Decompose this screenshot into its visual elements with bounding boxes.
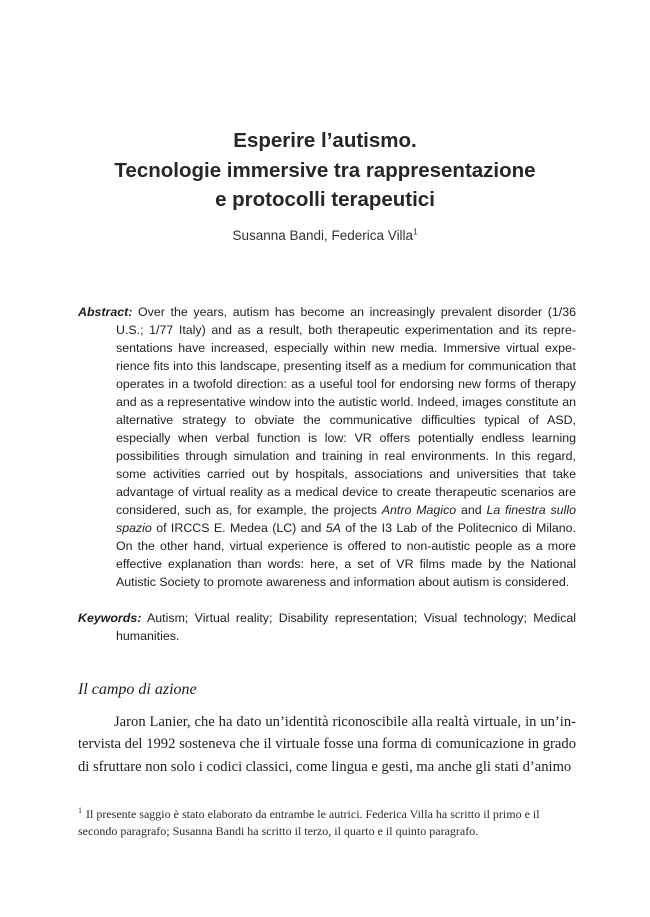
footnote-text: Il presente saggio è stato elaborato da entrambe le autrici. Federica Villa ha scritto il primo e il secondo paragrafo; Susanna Bandi ha scritto il terzo, il quarto e il quinto paragrafo. [78,807,540,838]
author-line [60,228,590,243]
title-line-3: e protocolli terapeutici [215,188,435,211]
abstract-label: Abstract: [78,305,133,319]
abstract [78,303,576,591]
title-line-1: Esperire l’autismo. [233,129,417,152]
body-paragraph: Jaron Lanier, che ha dato un’identità riconoscibile alla realtà virtuale, in un’intervista del 1992 sosteneva che il virtuale fosse una forma di comunicazione in grado di sfruttare non solo i codici classici, come lingua e gesti, ma anche gli stati d’animo [78,714,576,775]
footnote-marker: 1 [78,806,82,815]
project-name-antro-magico: Antro Magico [381,503,457,517]
keywords-label: Keywords: [78,611,142,625]
paper-title [60,126,590,215]
footnote [78,806,576,840]
keywords [78,609,576,645]
abstract-text-4: of the I3 Lab of the Politecnico di Milano. On the other hand, virtual experience is offered to non-autistic people as a more effective explanation than words: here, a set of VR films made by the National Autistic Society to promote awareness and information about autism is considered. [116,521,576,589]
project-name-5a: 5A [325,521,341,535]
title-line-2: Tecnologie immersive tra rappresentazione [114,158,536,182]
keywords-text: Autism; Virtual reality; Disability representation; Visual technology; Medical humanities. [116,611,576,643]
author-footnote-marker[interactable]: 1 [413,227,418,237]
project-name-la-finestra: La finestra sullo spazio [116,503,576,535]
abstract-text-3: of IRCCS E. Medea (LC) and [151,521,326,535]
section-heading: Il campo di azione [78,681,197,698]
abstract-text-2: and [456,503,487,517]
author-names: Susanna Bandi, Federica Villa [232,228,414,243]
abstract-text-1: Over the years, autism has become an increasingly prevalent disorder (1/36 U.S.; 1/77 Italy) and as a result, both therapeutic experimentation and its representations have increased, especially within new media. Immersive virtual experience fits into this landscape, presenting itself as a medium for communication that operates in a twofold direction: as a useful tool for endorsing new forms of therapy and as a representative window into the autistic world. Indeed, images constitute an alternative strategy to obviate the communicative difficulties typical of ASD, especially when verbal function is low: VR offers potentially endless learning possibilities through simulation and training in real environments. In this regard, some activities carried out by hospitals, associations and universities that take advantage of virtual reality as a medical device to create therapeutic scenarios are considered, such as, for example, the projects [116,305,576,517]
